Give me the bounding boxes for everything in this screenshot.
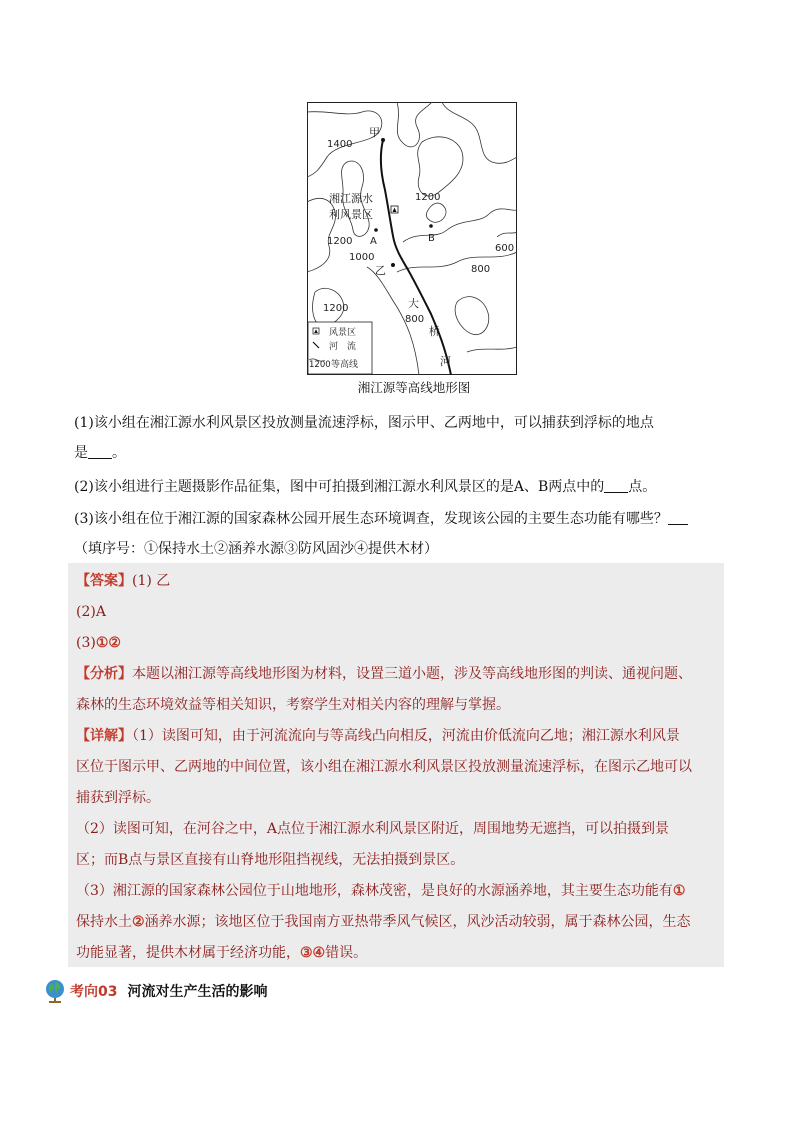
section-number: 考向03 <box>70 984 118 1000</box>
question-2-text: (2)该小组进行主题摄影作品征集，图中可拍摄到湘江源水利风景区的是A、B两点中的 <box>74 479 605 495</box>
detail-line-7 <box>76 907 726 937</box>
detail-circle-2: ② <box>132 914 145 930</box>
detail-line-8 <box>76 938 726 968</box>
point-a-marker <box>374 228 378 232</box>
legend-contour-value: 1200 <box>309 360 331 370</box>
detail-line-3: 捕获到浮标。 <box>76 790 160 806</box>
detail-line-1 <box>76 721 726 751</box>
section-title: 河流对生产生活的影响 <box>127 984 268 1000</box>
question-1-text: 是 <box>74 445 88 461</box>
legend-river-label: 河 流 <box>329 342 357 352</box>
detail-p3-text-5: 错误。 <box>325 945 368 961</box>
answer-line-1 <box>76 566 726 596</box>
label-yi: 乙 <box>375 264 386 277</box>
label-1200-b: 1200 <box>415 192 441 203</box>
analysis-line-1 <box>76 659 726 689</box>
label-1200-a: 1200 <box>327 236 353 247</box>
label-jia: 甲 <box>369 126 380 139</box>
answer-blank-3 <box>668 508 688 525</box>
label-point-b: B <box>428 233 435 244</box>
legend-scenic-label: 风景区 <box>329 328 357 338</box>
point-yi-marker <box>391 263 395 267</box>
label-600: 600 <box>495 243 515 254</box>
label-scenic-line1: 湘江源水 <box>329 192 373 205</box>
detail-circle-34: ③④ <box>300 945 326 961</box>
map-legend <box>308 322 372 374</box>
answer-3-prefix: (3) <box>76 635 96 651</box>
question-3-line1 <box>74 504 734 534</box>
question-3-options: （填序号：①保持水土②涵养水源③防风固沙④提供木材） <box>74 541 438 557</box>
detail-line-4: （2）读图可知，在河谷之中，A点位于湘江源水利风景区附近，周围地势无遮挡，可以拍摄到景 <box>76 821 670 837</box>
answer-2: (2)A <box>76 604 106 620</box>
detail-line-2: 区位于图示甲、乙两地的中间位置，该小组在湘江源水利风景区投放测量流速浮标，在图示乙地可以 <box>76 759 692 775</box>
detail-line-5: 区；而B点与景区直接有山脊地形阻挡视线，无法拍摄到景区。 <box>76 852 465 868</box>
question-2 <box>74 472 734 502</box>
label-river-qiao: 桥 <box>429 325 440 338</box>
detail-p3-text-4: 功能显著，提供木材属于经济功能， <box>76 945 300 961</box>
globe-icon <box>42 978 68 1004</box>
answer-line-3 <box>76 628 726 658</box>
question-3-text: (3)该小组在位于湘江源的国家森林公园开展生态环境调查，发现该公园的主要生态功能有哪些？ <box>74 511 668 527</box>
label-scenic-line2: 利风景区 <box>329 208 373 221</box>
contour-map-figure <box>307 102 517 375</box>
answer-tag: 【答案】 <box>76 573 132 589</box>
analysis-text-1: 本题以湘江源等高线地形图为材料，设置三道小题，涉及等高线地形图的判读、通视问题、 <box>132 666 692 682</box>
answer-3-options: ①② <box>95 635 121 651</box>
detail-p3-text-1: （3）湘江源的国家森林公园位于山地地形，森林茂密，是良好的水源涵养地，其主要生态功能有 <box>76 883 673 899</box>
answer-blank-1 <box>88 442 112 459</box>
detail-line-6 <box>76 876 726 906</box>
label-1400: 1400 <box>327 139 353 150</box>
map-caption: 湘江源等高线地形图 <box>357 380 471 395</box>
detail-p3-text-3: 涵养水源；该地区位于我国南方亚热带季风气候区，风沙活动较弱，属于森林公园，生态 <box>144 914 691 930</box>
label-river-da: 大 <box>408 297 419 310</box>
contour-map <box>307 102 517 375</box>
question-2-end: 点。 <box>628 479 657 495</box>
answer-blank-2 <box>604 476 628 493</box>
scenic-area-icon <box>391 206 398 213</box>
question-1-line2 <box>74 438 734 468</box>
label-point-a: A <box>370 236 377 247</box>
question-1-end: 。 <box>112 445 126 461</box>
detail-tag: 【详解】 <box>76 728 132 744</box>
label-1000: 1000 <box>349 252 375 263</box>
analysis-tag: 【分析】 <box>76 666 132 682</box>
label-800-right: 800 <box>471 264 491 275</box>
point-jia-marker <box>381 138 385 142</box>
detail-p3-text-2: 保持水土 <box>76 914 132 930</box>
label-800-mid: 800 <box>405 314 425 325</box>
label-1200-c: 1200 <box>323 303 349 314</box>
analysis-line-2: 森林的生态环境效益等相关知识，考察学生对相关内容的理解与掌握。 <box>76 697 510 713</box>
answer-1: (1) 乙 <box>132 573 171 589</box>
detail-p1-text-1: （1）读图可知，由于河流流向与等高线凸向相反，河流由价低流向乙地；湘江源水利风景 <box>132 728 680 744</box>
detail-circle-1: ① <box>672 883 686 899</box>
section-heading <box>42 976 267 1006</box>
point-b-marker <box>429 224 433 228</box>
question-1-line1: (1)该小组在湘江源水利风景区投放测量流速浮标，图示甲、乙两地中，可以捕获到浮标的地点 <box>74 415 654 431</box>
legend-contour-label: 等高线 <box>331 360 359 370</box>
label-river-he: 河 <box>440 355 451 368</box>
